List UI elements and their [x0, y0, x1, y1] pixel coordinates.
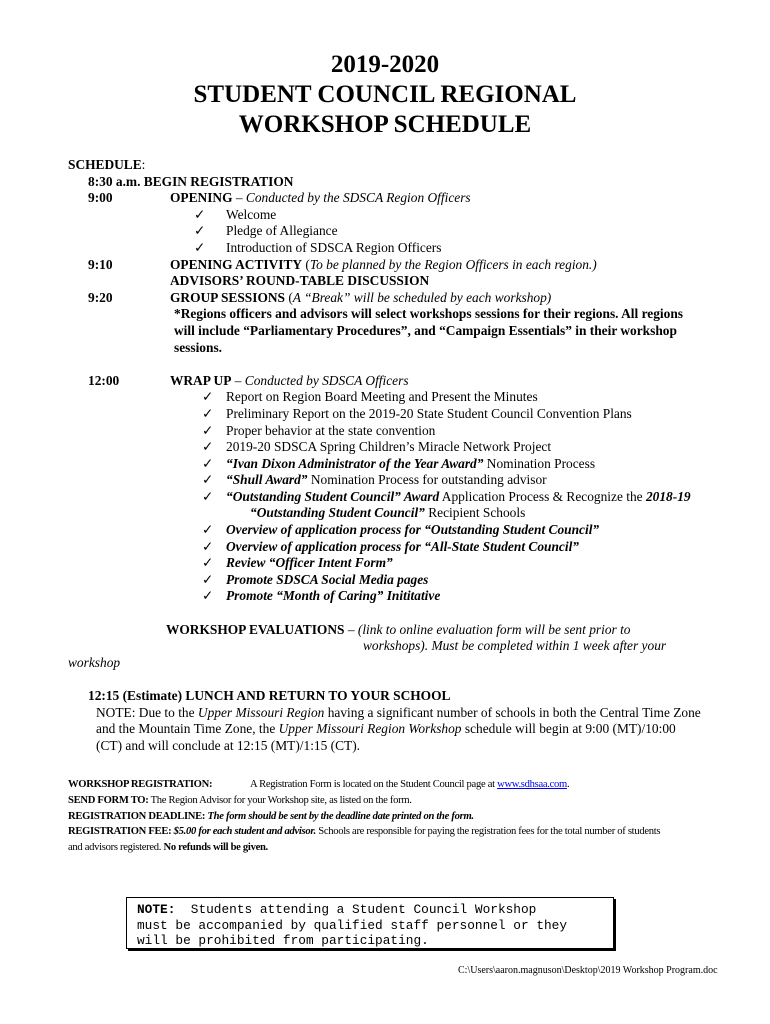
registration-info — [68, 777, 718, 856]
title-line-3: WORKSHOP SCHEDULE — [238, 111, 532, 138]
check-icon: ✓ — [202, 488, 214, 504]
registration-line: WORKSHOP REGISTRATION: A Registration Form is located on the Student Council page at www.sdhsaa.com. — [68, 779, 570, 790]
evaluations-row-3: workshop — [68, 654, 121, 670]
list-item: ✓ Introduction of SDSCA Region Officers — [194, 239, 442, 255]
list-item: ✓ “Outstanding Student Council” Award Application Process & Recognize the 2018-19 — [202, 488, 691, 504]
check-icon: ✓ — [202, 472, 214, 488]
schedule-section — [68, 157, 748, 754]
fee-line: REGISTRATION FEE: $5.00 for each student and advisor. Schools are responsible for paying the registration fees for the total number of students — [68, 826, 661, 838]
list-item: ✓ Overview of application process for “All-State Student Council” — [202, 538, 579, 554]
staff-note-box: NOTE: Students attending a Student Council Workshop must be accompanied by qualified staff personnel or they will be prohibited from participating. — [126, 897, 614, 949]
list-item: ✓ “Ivan Dixon Administrator of the Year Award” Nomination Process — [202, 455, 596, 471]
check-icon: ✓ — [202, 439, 214, 455]
deadline-line: REGISTRATION DEADLINE: The form should be sent by the deadline date printed on the form. — [68, 810, 474, 822]
time-zone-note-3: (CT) and will conclude at 12:15 (MT)/1:15 (CT). — [96, 737, 361, 753]
opening-row: 9:00 OPENING – Conducted by the SDSCA Region Officers — [88, 190, 471, 206]
check-icon: ✓ — [202, 455, 214, 471]
list-item: ✓ Proper behavior at the state convention — [202, 422, 436, 438]
time-zone-note-2: and the Mountain Time Zone, the Upper Missouri Region Workshop schedule will begin at 9:00 (MT)/10:00 — [96, 721, 676, 737]
check-icon: ✓ — [194, 239, 206, 255]
registration-row: 8:30 a.m. BEGIN REGISTRATION — [88, 173, 294, 189]
check-icon: ✓ — [202, 522, 214, 538]
check-icon: ✓ — [194, 206, 206, 222]
check-icon: ✓ — [202, 389, 214, 405]
check-icon: ✓ — [202, 588, 214, 604]
time-zone-note-1: NOTE: Due to the Upper Missouri Region having a significant number of schools in both the Central Time Zone — [96, 704, 701, 720]
list-item-continued: “Outstanding Student Council” Recipient Schools — [250, 505, 526, 521]
group-sessions-row: 9:20 GROUP SESSIONS (A “Break” will be scheduled by each workshop) — [88, 289, 552, 305]
document-title — [0, 50, 770, 140]
title-line-2: STUDENT COUNCIL REGIONAL — [193, 81, 577, 108]
evaluations-row-2: workshops). Must be completed within 1 week after your — [363, 638, 667, 654]
list-item: ✓ 2019-20 SDSCA Spring Children’s Miracle Network Project — [202, 439, 552, 455]
check-icon: ✓ — [202, 571, 214, 587]
schedule-heading: SCHEDULE: — [68, 157, 146, 172]
lunch-row: 12:15 (Estimate) LUNCH AND RETURN TO YOUR SCHOOL — [88, 688, 451, 703]
roundtable-row: ADVISORS’ ROUND-TABLE DISCUSSION — [170, 273, 430, 289]
list-item: ✓ Pledge of Allegiance — [194, 223, 338, 239]
group-para-3: sessions. — [174, 339, 222, 355]
opening-activity-row: 9:10 OPENING ACTIVITY (To be planned by the Region Officers in each region.) — [88, 256, 597, 272]
list-item: ✓ Overview of application process for “Outstanding Student Council” — [202, 522, 600, 538]
evaluations-row: WORKSHOP EVALUATIONS – (link to online evaluation form will be sent prior to — [166, 621, 631, 637]
check-icon: ✓ — [202, 538, 214, 554]
check-icon: ✓ — [202, 405, 214, 421]
list-item: ✓ Welcome — [194, 206, 277, 222]
list-item: ✓ Review “Officer Intent Form” — [202, 555, 393, 571]
wrap-up-row: 12:00 WRAP UP – Conducted by SDSCA Officers — [88, 372, 409, 388]
check-icon: ✓ — [202, 555, 214, 571]
group-para-2: will include “Parliamentary Procedures”, and “Campaign Essentials” in their workshop — [174, 322, 677, 338]
check-icon: ✓ — [194, 223, 206, 239]
file-path-footer: C:\Users\aaron.magnuson\Desktop\2019 Workshop Program.doc — [458, 965, 718, 976]
send-form-line: SEND FORM TO: The Region Advisor for your Workshop site, as listed on the form. — [68, 794, 412, 806]
sdhsaa-link[interactable]: www.sdhsaa.com — [497, 779, 567, 790]
group-para-1: *Regions officers and advisors will select workshops sessions for their regions. All regions — [174, 306, 683, 322]
list-item: ✓ Preliminary Report on the 2019-20 State Student Council Convention Plans — [202, 405, 632, 421]
fee-line-2: and advisors registered. No refunds will be given. — [68, 842, 268, 854]
title-year: 2019-2020 — [330, 51, 440, 78]
list-item: ✓ Promote SDSCA Social Media pages — [202, 571, 429, 587]
check-icon: ✓ — [202, 422, 214, 438]
list-item: ✓ Promote “Month of Caring” Inititative — [202, 588, 441, 604]
list-item: ✓ “Shull Award” Nomination Process for outstanding advisor — [202, 472, 547, 488]
list-item: ✓ Report on Region Board Meeting and Present the Minutes — [202, 389, 538, 405]
